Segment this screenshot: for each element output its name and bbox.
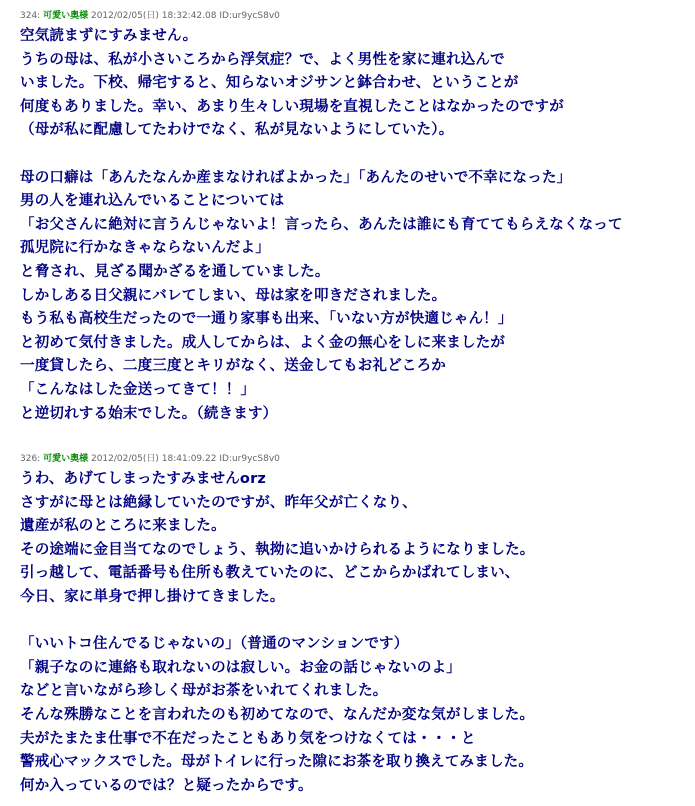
post-date: 2012/02/05(日) 18:41:09.22 [90, 454, 217, 464]
post-line: うちの母は、私が小さいころから浮気症？で、よく男性を家に連れ込んで [20, 51, 505, 68]
post-line: 引っ越して、電話番号も住所も教えていたのに、どこからかばれてしまい、 [20, 565, 520, 582]
post-line: と脅され、見ざる聞かざるを通していました。 [20, 263, 330, 280]
poster-id: ID:ur9ycS8v0 [219, 11, 280, 21]
post-number: 324: [20, 11, 41, 21]
poster-id: ID:ur9ycS8v0 [219, 454, 280, 464]
post-body [20, 25, 690, 426]
post-line-blank [20, 610, 690, 634]
post-324 [20, 10, 690, 426]
post-line: そんな殊勝なことを言われたのも初めてなので、なんだか変な気がしました。 [20, 706, 535, 723]
post-line: と初めて気付きました。成人してからは、よく金の無心をしに来ましたが [20, 334, 506, 351]
post-number: 326: [20, 454, 41, 464]
post-line: 今日、家に単身で押し掛けてきました。 [20, 588, 285, 605]
post-line: 男の人を連れ込んでいることについては [20, 193, 285, 210]
post-line: 「こんなはした金送ってきて！！」 [20, 381, 256, 398]
post-line: 遺産が私のところに来ました。 [20, 518, 226, 535]
post-line: いました。下校、帰宅すると、知らないオジサンと鉢合わせ、ということが [20, 75, 519, 92]
poster-name[interactable]: 可愛い奥様 [43, 11, 89, 21]
post-line: 空気読まずにすみません。 [20, 28, 198, 44]
post-line: もう私も高校生だったので一通り家事も出来、「いない方が快適じゃん！」 [20, 311, 513, 328]
post-line: 孤児院に行かなきゃならないんだよ」 [20, 240, 270, 257]
post-line: その途端に金目当てなのでしょう、執拗に追いかけられるようになりました。 [20, 541, 535, 558]
post-line: 何度もありました。幸い、あまり生々しい現場を直視したことはなかったのですが [20, 98, 564, 115]
post-line: さすがに母とは絶縁していたのですが、昨年父が亡くなり、 [20, 494, 417, 511]
post-date: 2012/02/05(日) 18:32:42.08 [90, 11, 217, 21]
post-header [20, 10, 690, 25]
post-line: 警戒心マックスでした。母がトイレに行った隙にお茶を取り換えてみました。 [20, 754, 534, 771]
poster-name[interactable]: 可愛い奥様 [43, 454, 89, 464]
post-line: 母の口癖は「あんたなんか産まなければよかった」「あんたのせいで不幸になった」 [20, 169, 572, 186]
post-326 [20, 453, 690, 798]
post-line: と逆切れする始末でした。（続きます） [20, 405, 278, 422]
post-line: などと言いながら珍しく母がお茶をいれてくれました。 [20, 683, 388, 700]
post-line: 夫がたまたま仕事で不在だったこともあり気をつけなくては・・・と [20, 730, 476, 747]
post-line: （母が私に配慮してたわけでなく、私が見ないようにしていた）。 [20, 122, 454, 139]
post-body [20, 468, 690, 798]
post-line: 「お父さんに絶対に言うんじゃないよ！言ったら、あんたは誰にも育ててもらえなくなって [20, 216, 623, 233]
post-header [20, 453, 690, 468]
post-line: 一度貸したら、二度三度とキリがなく、送金してもお礼どころか [20, 358, 447, 375]
post-line: 「いいトコ住んでるじゃないの」（普通のマンションです） [20, 636, 409, 653]
post-line: 「親子なのに連絡も取れないのは寂しい。お金の話じゃないのよ」 [20, 659, 461, 676]
post-line: うわ、あげてしまったすみませんorz [20, 471, 267, 487]
post-line: 何か入っているのでは？と疑ったからです。 [20, 777, 313, 794]
post-line-blank [20, 143, 690, 167]
post-line: しかしある日父親にバレてしまい、母は家を叩きだされました。 [20, 287, 447, 304]
